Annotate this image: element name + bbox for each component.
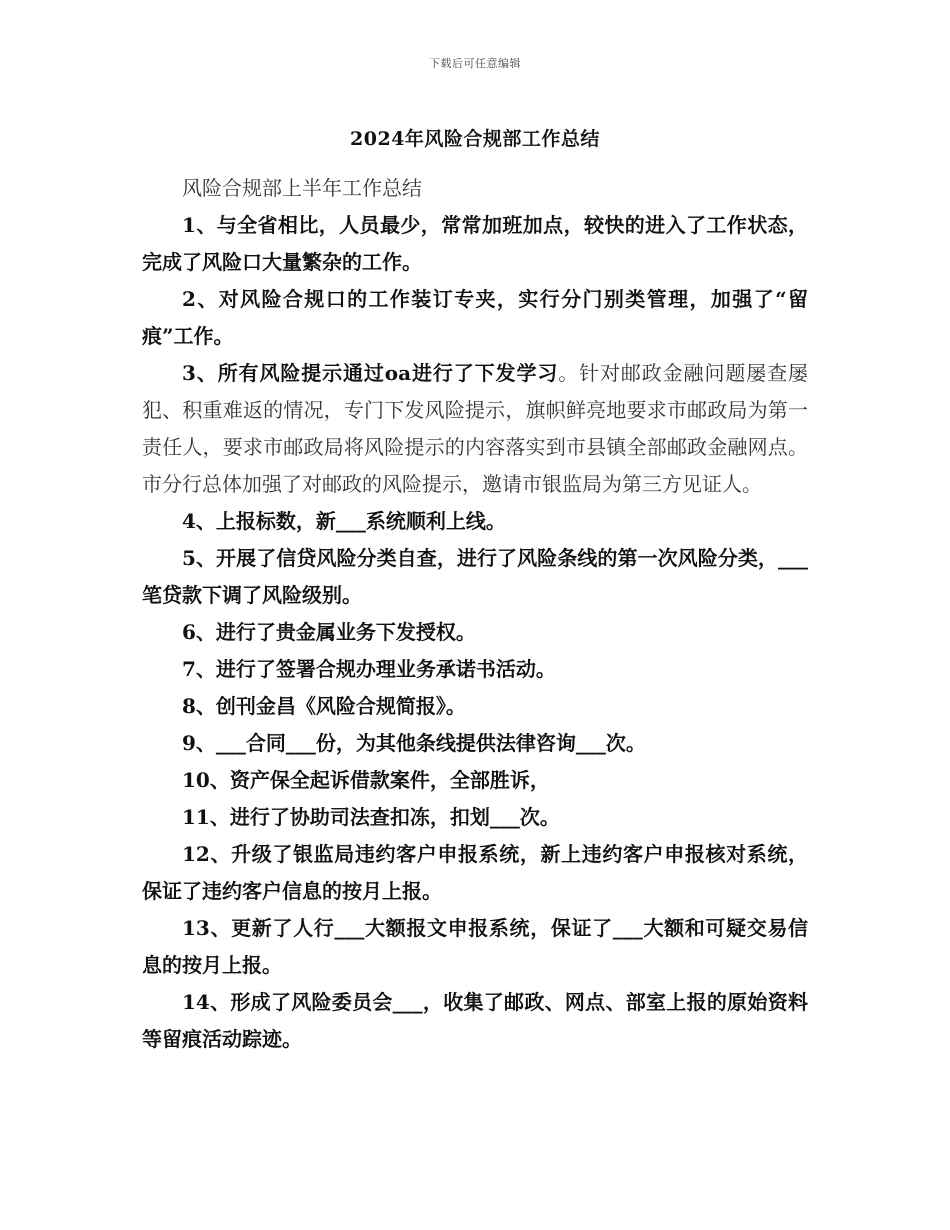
item-text: 12、升级了银监局违约客户申报系统，新上违约客户申报核对系统，保证了违约客户信息的按月上报。 bbox=[142, 842, 808, 903]
list-item bbox=[142, 762, 808, 799]
list-item bbox=[142, 725, 808, 762]
document-title: 2024年风险合规部工作总结 bbox=[350, 128, 600, 150]
item-text: 1、与全省相比，人员最少，常常加班加点，较快的进入了工作状态，完成了风险口大量繁杂的工作。 bbox=[142, 213, 808, 274]
item-text: 7、进行了签署合规办理业务承诺书活动。 bbox=[182, 657, 556, 681]
item-text: 10、资产保全起诉借款案件，全部胜诉， bbox=[182, 768, 550, 792]
list-item bbox=[142, 281, 808, 355]
item-text: 2、对风险合规口的工作装订专夹，实行分门别类管理，加强了“留痕”工作。 bbox=[142, 287, 808, 348]
item-text: 14、形成了风险委员会___，收集了邮政、网点、部室上报的原始资料等留痕活动踪迹。 bbox=[142, 990, 808, 1051]
item-text-continued: 。针对邮政金融问题屡查屡犯、积重难返的情况，专门下发风险提示，旗帜鲜亮地要求市邮政局为第一责任人，要求市邮政局将风险提示的内容落实到市县镇全部邮政金融网点。市分行总体加强了对邮政的风险提示，邀请市银监局为第三方见证人。 bbox=[142, 361, 808, 496]
section-subtitle: 风险合规部上半年工作总结 bbox=[182, 176, 422, 200]
list-item bbox=[142, 799, 808, 836]
list-item bbox=[142, 651, 808, 688]
list-item bbox=[142, 614, 808, 651]
item-text: 4、上报标数，新___系统顺利上线。 bbox=[182, 509, 506, 533]
item-text: 13、更新了人行___大额报文申报系统，保证了___大额和可疑交易信息的按月上报。 bbox=[142, 916, 808, 977]
list-item bbox=[142, 688, 808, 725]
item-text: 9、___合同___份，为其他条线提供法律咨询___次。 bbox=[182, 731, 646, 755]
item-text: 8、创刊金昌《风险合规简报》。 bbox=[182, 694, 466, 718]
list-item bbox=[142, 984, 808, 1058]
item-text: 6、进行了贵金属业务下发授权。 bbox=[182, 620, 476, 644]
list-item bbox=[142, 540, 808, 614]
list-item bbox=[142, 836, 808, 910]
item-text: 11、进行了协助司法查扣冻，扣划___次。 bbox=[182, 805, 560, 829]
list-item bbox=[142, 503, 808, 540]
header-note: 下载后可任意编辑 bbox=[429, 57, 521, 70]
item-text: 5、开展了信贷风险分类自查，进行了风险条线的第一次风险分类，___笔贷款下调了风险级别。 bbox=[142, 546, 808, 607]
document-body bbox=[142, 170, 808, 1058]
item-text: 3、所有风险提示通过oa进行了下发学习 bbox=[182, 361, 559, 385]
list-item bbox=[142, 355, 808, 503]
list-item bbox=[142, 207, 808, 281]
list-item bbox=[142, 910, 808, 984]
